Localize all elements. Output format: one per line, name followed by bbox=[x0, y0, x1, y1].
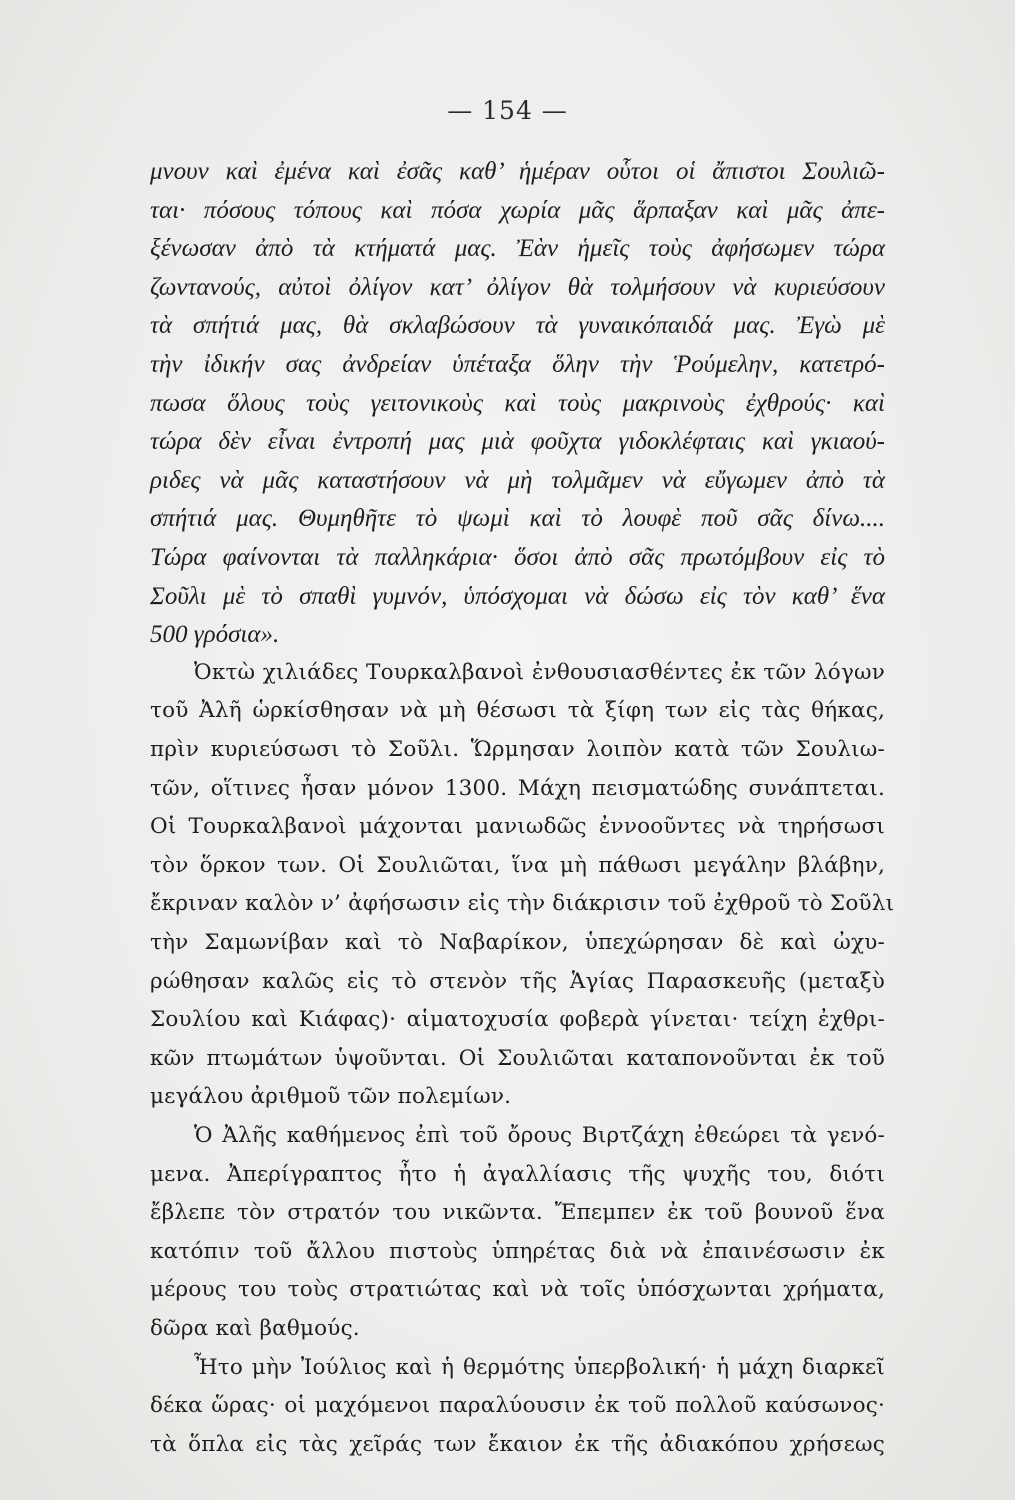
text-line: μνουν καὶ ἐμένα καὶ ἐσᾶς καθ’ ἡμέραν οὗτοι οἱ ἄπιστοι Σουλιῶ- bbox=[150, 158, 885, 185]
text-line: ζωντανούς, αὐτοὶ ὀλίγον κατ’ ὀλίγον θὰ τολμήσουν νὰ κυριεύσουν bbox=[150, 273, 885, 301]
text-line: 500 γρόσια». bbox=[150, 621, 280, 649]
text-line: τοῦ Ἀλῆ ὡρκίσθησαν νὰ μὴ θέσωσι τὰ ξίφη των εἰς τὰς θήκας, bbox=[150, 698, 885, 724]
text-line: τὸν ὅρκον των. Οἱ Σουλιῶται, ἵνα μὴ πάθωσι μεγάλην βλάβην, bbox=[150, 852, 885, 878]
text-line: δέκα ὥρας· οἱ μαχόμενοι παραλύουσιν ἐκ τοῦ πολλοῦ καύσωνος· bbox=[150, 1393, 885, 1419]
text-line: τὴν Σαμωνίβαν καὶ τὸ Ναβαρίκον, ὑπεχώρησαν δὲ καὶ ὠχυ- bbox=[150, 930, 885, 955]
text-line: τὰ ὅπλα εἰς τὰς χεῖράς των ἔκαιον ἐκ τῆς ἀδιακόπου χρήσεως bbox=[150, 1431, 885, 1457]
text-line: τώρα δὲν εἶναι ἐντροπή μας μιὰ φοῦχτα γιδοκλέφταις καὶ γκιαού- bbox=[150, 428, 885, 456]
text-line: ρώθησαν καλῶς εἰς τὸ στενὸν τῆς Ἁγίας Παρασκευῆς (μεταξὺ bbox=[150, 968, 885, 994]
text-line: Σοῦλι μὲ τὸ σπαθὶ γυμνόν, ὑπόσχομαι νὰ δώσω εἰς τὸν καθ’ ἕνα bbox=[150, 582, 885, 610]
text-line: Ὀκτὼ χιλιάδες Τουρκαλβανοὶ ἐνθουσιασθέντες ἐκ τῶν λόγων bbox=[194, 659, 885, 685]
text-line: Οἱ Τουρκαλβανοὶ μάχονται μανιωδῶς ἐννοοῦντες νὰ τηρήσωσι bbox=[150, 814, 885, 840]
text-line: Ὁ Ἀλῆς καθήμενος ἐπὶ τοῦ ὄρους Βιρτζάχη ἐθεώρει τὰ γενό- bbox=[194, 1123, 885, 1148]
text-line: ἔκριναν καλὸν ν’ ἀφήσωσιν εἰς τὴν διάκρισιν τοῦ ἐχθροῦ τὸ Σοῦλι bbox=[150, 891, 895, 917]
text-line: τῶν, οἵτινες ἦσαν μόνον 1300. Μάχη πεισματώδης συνάπτεται. bbox=[150, 775, 885, 801]
text-line: δῶρα καὶ βαθμούς. bbox=[150, 1316, 360, 1341]
text-line: σπήτιά μας. Θυμηθῆτε τὸ ψωμὶ καὶ τὸ λουφὲ ποῦ σᾶς δίνω.... bbox=[150, 505, 885, 533]
text-line: τὴν ἰδικήν σας ἀνδρείαν ὑπέταξα ὅλην τὴν Ῥούμελην, κατετρό- bbox=[150, 351, 885, 378]
text-line: ἔβλεπε τὸν στρατόν του νικῶντα. Ἔπεμπεν ἐκ τοῦ βουνοῦ ἕνα bbox=[150, 1200, 885, 1226]
text-line: μέρους του τοὺς στρατιώτας καὶ νὰ τοῖς ὑπόσχωνται χρήματα, bbox=[150, 1277, 885, 1303]
text-line: κατόπιν τοῦ ἄλλου πιστοὺς ὑπηρέτας διὰ νὰ ἐπαινέσωσιν ἐκ bbox=[150, 1238, 885, 1264]
text-line: κῶν πτωμάτων ὑψοῦνται. Οἱ Σουλιῶται καταπονοῦνται ἐκ τοῦ bbox=[150, 1045, 885, 1071]
text-line: μενα. Ἀπερίγραπτος ἦτο ἡ ἀγαλλίασις τῆς ψυχῆς του, διότι bbox=[150, 1161, 885, 1187]
text-line: Τώρα φαίνονται τὰ παλληκάρια· ὅσοι ἀπὸ σᾶς πρωτόμβουν εἰς τὸ bbox=[150, 544, 885, 571]
text-line: ξένωσαν ἀπὸ τὰ κτήματά μας. Ἐὰν ἡμεῖς τοὺς ἀφήσωμεν τώρα bbox=[150, 235, 885, 263]
text-line: τὰ σπήτιά μας, θὰ σκλαβώσουν τὰ γυναικόπαιδά μας. Ἐγὼ μὲ bbox=[150, 312, 885, 340]
text-line: πωσα ὅλους τοὺς γειτονικοὺς καὶ τοὺς μακρινοὺς ἐχθρούς· καὶ bbox=[150, 389, 885, 417]
text-line: Ἦτο μὴν Ἰούλιος καὶ ἡ θερμότης ὑπερβολική· ἡ μάχη διαρκεῖ bbox=[194, 1354, 885, 1380]
page-number: — 154 — bbox=[447, 96, 568, 125]
text-line: ριδες νὰ μᾶς καταστήσουν νὰ μὴ τολμᾶμεν νὰ εὔγωμεν ἀπὸ τὰ bbox=[150, 466, 885, 494]
text-line: πρὶν κυριεύσωσι τὸ Σοῦλι. Ὥρμησαν λοιπὸν κατὰ τῶν Σουλιω- bbox=[150, 737, 885, 762]
text-line: ται· πόσους τόπους καὶ πόσα χωρία μᾶς ἅρπαξαν καὶ μᾶς ἀπε- bbox=[150, 196, 885, 224]
text-line: μεγάλου ἀριθμοῦ τῶν πολεμίων. bbox=[150, 1084, 512, 1110]
text-line: Σουλίου καὶ Κιάφας)· αἱματοχυσία φοβερὰ γίνεται· τείχη ἐχθρι- bbox=[150, 1007, 885, 1033]
